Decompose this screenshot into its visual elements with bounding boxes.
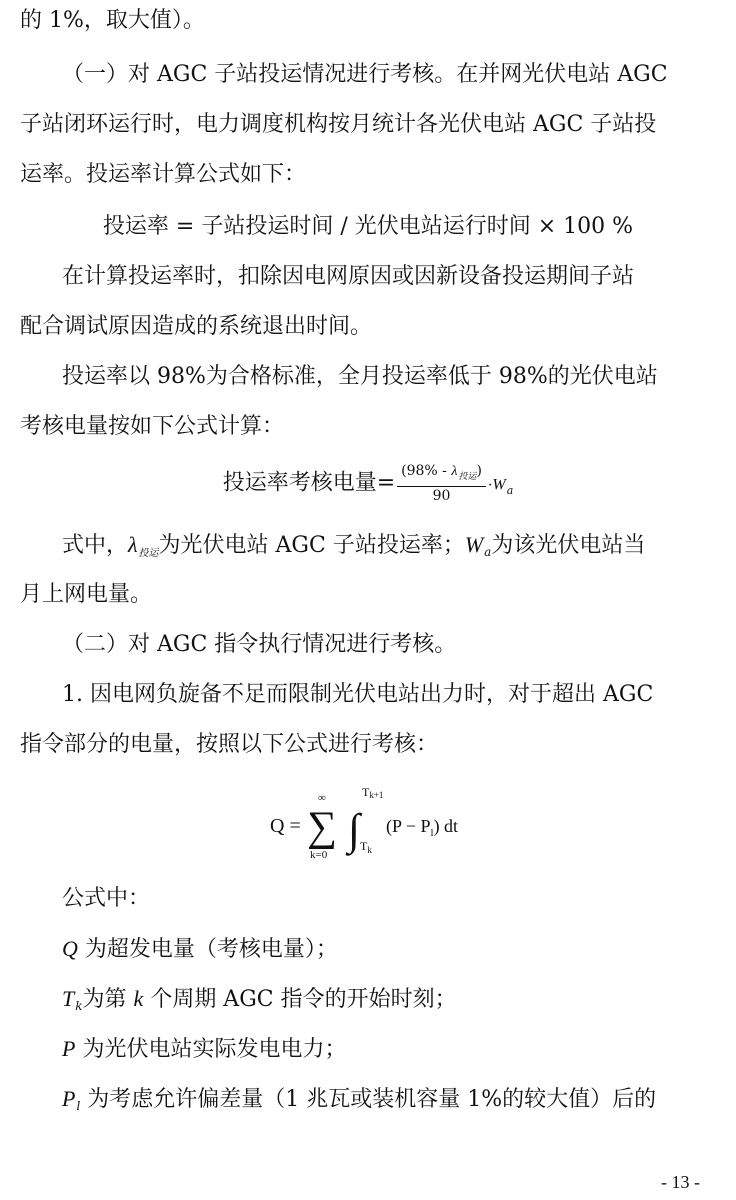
- text: 为超发电量（考核电量）；: [84, 937, 338, 962]
- fraction-denominator: 90: [432, 488, 451, 504]
- text: 为该光伏电站当: [491, 533, 646, 558]
- sigma-lower-limit: k=0: [310, 849, 328, 861]
- formula-lhs: 投运率考核电量=: [222, 470, 396, 496]
- text-line: 1. 因电网负旋备不足而限制光伏电站出力时，对于超出 AGC: [62, 682, 654, 707]
- text-line: 指令部分的电量，按照以下公式进行考核：: [20, 732, 439, 757]
- definition-pl: [62, 1084, 722, 1121]
- text: 为第: [82, 987, 127, 1012]
- p-symbol: P: [62, 1036, 76, 1061]
- page-number: - 13 -: [661, 1172, 700, 1192]
- p-symbol: P: [62, 1086, 76, 1111]
- formula-lhs: Q =: [270, 815, 301, 837]
- text-line: [62, 530, 722, 569]
- text: 为光伏电站 AGC 子站投运率；: [158, 533, 465, 558]
- lambda-symbol: λ: [128, 532, 138, 557]
- formula-overgeneration: [240, 780, 510, 870]
- w-subscript: a: [484, 545, 492, 559]
- lambda-symbol: λ: [451, 464, 458, 479]
- sigma-upper-limit: ∞: [318, 792, 326, 804]
- text: 为光伏电站实际发电电力；: [82, 1037, 347, 1062]
- integral-upper-limit: Tk+1: [362, 785, 384, 800]
- multiply-dot: ·: [487, 477, 493, 494]
- definition-p: [62, 1034, 722, 1065]
- text-line: 公式中：: [62, 886, 151, 911]
- fraction: [397, 462, 486, 505]
- text: 为考虑允许偏差量（1 兆瓦或装机容量 1%的较大值）后的: [87, 1087, 657, 1112]
- lambda-subscript: 投运: [138, 548, 159, 559]
- t-symbol: T: [62, 986, 75, 1011]
- definition-q: [62, 934, 722, 965]
- k-symbol: k: [133, 986, 144, 1011]
- p-subscript: l: [76, 1099, 81, 1113]
- text-line: 运率。投运率计算公式如下：: [20, 162, 307, 187]
- sigma-symbol: ∑: [307, 804, 337, 850]
- text-line: 在计算投运率时，扣除因电网原因或因新设备投运期间子站: [62, 264, 635, 289]
- w-symbol: W: [464, 532, 484, 557]
- text-line: 配合调试原因造成的系统退出时间。: [20, 314, 373, 339]
- q-symbol: Q: [62, 936, 78, 961]
- formula-assessment-energy: [0, 462, 736, 511]
- numerator-suffix: ): [476, 463, 482, 479]
- w-subscript: a: [506, 483, 514, 497]
- w-symbol: W: [492, 476, 506, 494]
- numerator-prefix: (98% -: [401, 463, 452, 479]
- definition-tk: [62, 984, 722, 1021]
- text-line: 月上网电量。: [20, 582, 153, 607]
- text-line: 的 1%，取大值）。: [20, 8, 205, 33]
- text-line: 投运率以 98%为合格标准，全月投运率低于 98%的光伏电站: [62, 364, 658, 389]
- text-line: 子站闭环运行时，电力调度机构按月统计各光伏电站 AGC 子站投: [20, 112, 657, 137]
- text: 个周期 AGC 指令的开始时刻；: [150, 987, 457, 1012]
- section-heading: （二）对 AGC 指令执行情况进行考核。: [62, 632, 457, 657]
- formula-availability-rate: 投运率 = 子站投运时间 / 光伏电站运行时间 × 100 %: [102, 214, 634, 239]
- integrand: $(P - P_l)$ dt: [386, 816, 459, 839]
- text-line: 考核电量按如下公式计算：: [20, 414, 285, 439]
- lambda-subscript: 投运: [458, 472, 477, 482]
- integral-symbol: ∫: [348, 805, 361, 854]
- text: 式中，: [62, 533, 129, 558]
- fraction-numerator: [397, 462, 486, 487]
- t-subscript: k: [75, 999, 83, 1013]
- integral-lower-limit: $T_k$: [360, 839, 372, 855]
- section-heading: （一）对 AGC 子站投运情况进行考核。在并网光伏电站 AGC: [62, 62, 668, 87]
